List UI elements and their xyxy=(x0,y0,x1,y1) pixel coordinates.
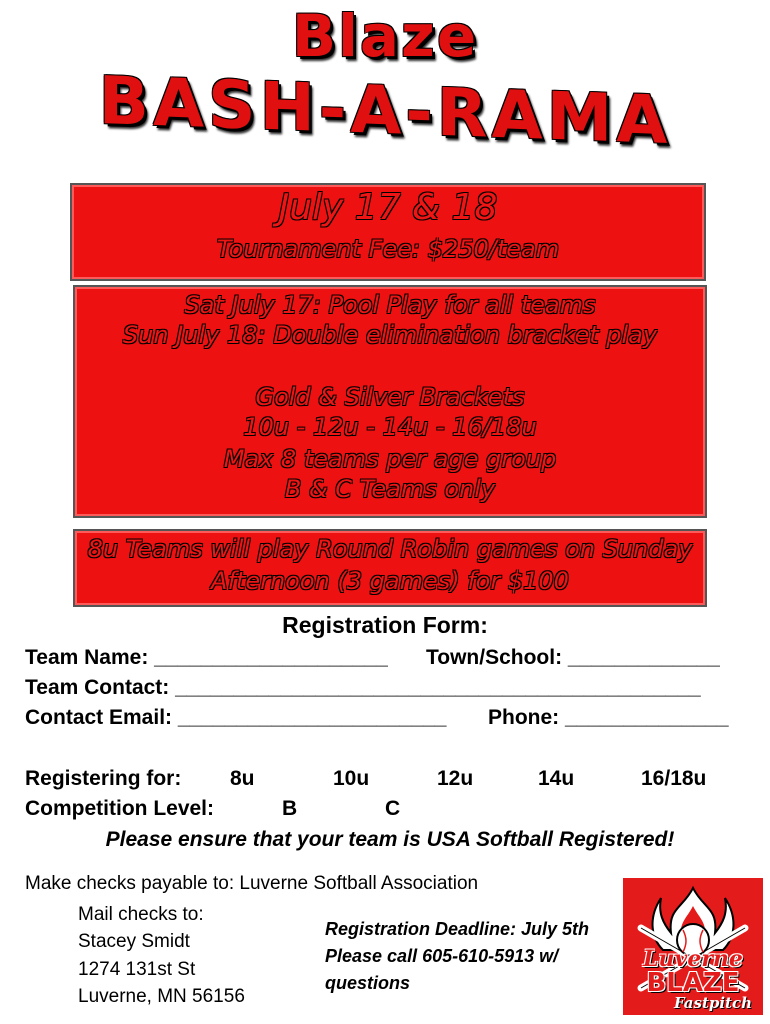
mail-line-1: Mail checks to: xyxy=(78,904,204,925)
registration-heading: Registration Form: xyxy=(282,612,488,638)
age-groups-line: 10u - 12u - 14u - 16/18u xyxy=(243,413,537,441)
option-level-c[interactable]: C xyxy=(385,797,401,820)
logo-word-blaze: BLAZE xyxy=(646,968,740,998)
deadline-line-1: Registration Deadline: July 5th xyxy=(325,919,590,939)
town-school-field[interactable]: Town/School: _____________ xyxy=(426,646,720,669)
mail-line-2: Stacey Smidt xyxy=(78,931,190,952)
eight-u-line2: Afternoon (3 games) for $100 xyxy=(211,567,569,595)
team-class-line: B & C Teams only xyxy=(284,475,496,503)
eight-u-line1: 8u Teams will play Round Robin games on Sunday xyxy=(87,535,693,563)
deadline-line-3: questions xyxy=(325,973,411,993)
luverne-blaze-logo xyxy=(623,878,763,1015)
deadline-line-2: Please call 605-610-5913 w/ xyxy=(325,946,559,966)
max-teams-line: Max 8 teams per age group xyxy=(223,445,557,473)
schedule-line-sat: Sat July 17: Pool Play for all teams xyxy=(184,291,596,319)
usa-softball-note: Please ensure that your team is USA Softball Registered! xyxy=(105,828,675,851)
mail-line-4: Luverne, MN 56156 xyxy=(78,986,245,1007)
option-8u[interactable]: 8u xyxy=(230,767,255,790)
team-name-field[interactable]: Team Name: ____________________ xyxy=(25,646,388,669)
checks-payable: Make checks payable to: Luverne Softball Association xyxy=(25,873,479,894)
brackets-line: Gold & Silver Brackets xyxy=(255,383,525,411)
schedule-line-sun: Sun July 18: Double elimination bracket play xyxy=(122,321,658,349)
option-level-b[interactable]: B xyxy=(282,797,298,820)
logo-word-luverne: Luverne xyxy=(643,946,743,972)
option-14u[interactable]: 14u xyxy=(538,767,575,790)
logo-word-fastpitch: Fastpitch xyxy=(673,994,753,1012)
option-12u[interactable]: 12u xyxy=(437,767,474,790)
option-10u[interactable]: 10u xyxy=(333,767,370,790)
deadline-note xyxy=(325,916,589,997)
registering-for-label: Registering for: xyxy=(25,767,182,790)
contact-email-field[interactable]: Contact Email: _______________________ xyxy=(25,706,447,729)
event-dates: July 17 & 18 xyxy=(278,187,498,228)
title-bash-a-rama: BASH-A-RAMA xyxy=(98,62,672,159)
eight-u-box xyxy=(73,529,707,607)
tournament-fee: Tournament Fee: $250/team xyxy=(216,235,560,263)
competition-level-label: Competition Level: xyxy=(25,797,215,820)
title-blaze: Blaze xyxy=(291,2,479,70)
event-dates-box xyxy=(70,183,706,281)
schedule-box xyxy=(73,285,707,518)
team-contact-field[interactable]: Team Contact: _____________________________________________ xyxy=(25,676,701,699)
phone-field[interactable]: Phone: ______________ xyxy=(488,706,729,729)
option-16-18u[interactable]: 16/18u xyxy=(641,767,707,790)
mail-line-3: 1274 131st St xyxy=(78,959,196,980)
